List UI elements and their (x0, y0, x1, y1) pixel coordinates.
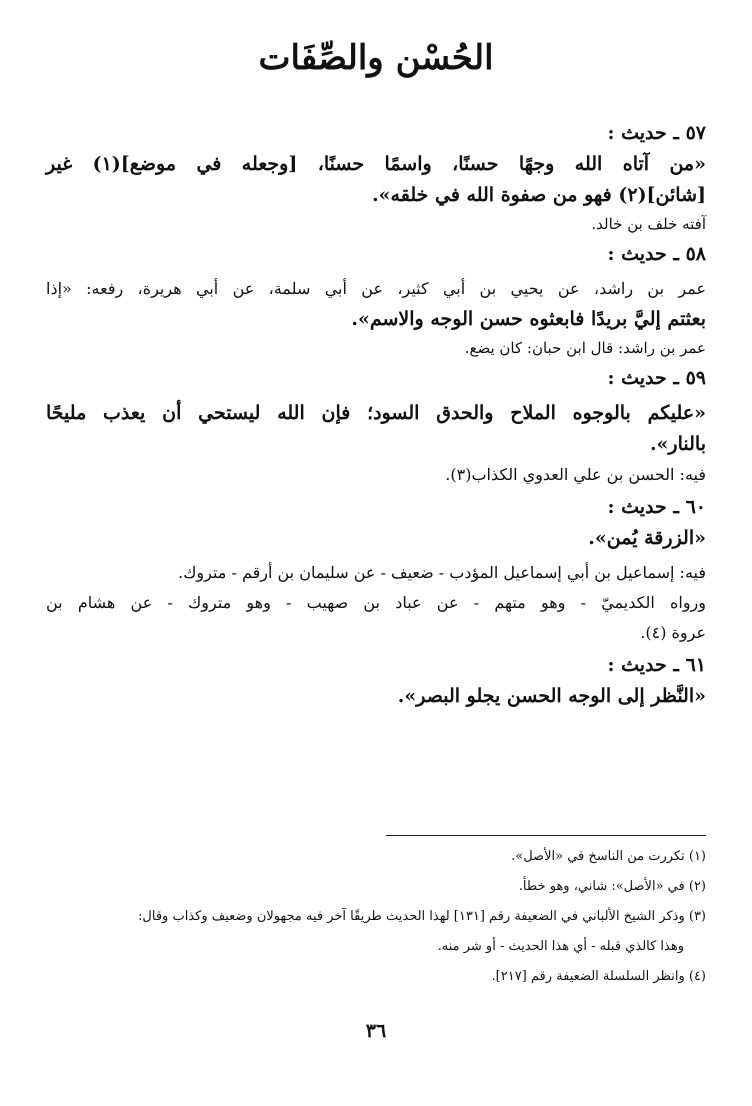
hadith-chain-line: عمر بن راشد، عن يحيي بن أبي كثير، عن أبي سلمة، عن أبي هريرة، رفعه: «إذا (46, 279, 706, 298)
page-title: الحُسْن والصِّفَات (258, 38, 494, 78)
hadith-text-line: «عليكم بالوجوه الملاح والحدق السود؛ فإن الله ليستحي أن يعذب مليحًا (46, 402, 706, 424)
footnote-1: (١) تكررت من الناسخ في «الأصل». (511, 849, 706, 864)
hadith-commentary: فيه: إسماعيل بن أبي إسماعيل المؤدب - ضعيف - عن سليمان بن أرقم - متروك. (178, 563, 706, 582)
hadith-commentary: عروة (٤). (640, 623, 706, 642)
hadith-commentary: عمر بن راشد: قال ابن حبان: كان يضع. (464, 339, 706, 357)
hadith-heading-57: ٥٧ ـ حديث : (607, 122, 706, 144)
hadith-text-line: «الزرقة يُمن». (588, 527, 706, 549)
footnote-4: (٤) وانظر السلسلة الضعيفة رقم [٢١٧]. (491, 969, 706, 984)
hadith-commentary: آفته خلف بن خالد. (591, 215, 706, 233)
footnote-3: (٣) وذكر الشيخ الألباني في الضعيفة رقم [١٣١] لهذا الحديث طريقًا آخر فيه مجهولان وضعيف وكذاب وقال: (138, 909, 706, 924)
footnotes (46, 835, 706, 992)
hadith-text-line: بعثتم إليَّ بريدًا فابعثوه حسن الوجه والاسم». (351, 308, 706, 330)
hadith-heading-59: ٥٩ ـ حديث : (607, 367, 706, 389)
hadith-heading-61: ٦١ ـ حديث : (607, 654, 706, 676)
hadith-text-line: [شائن](٢) فهو من صفوة الله في خلقه». (372, 184, 706, 206)
footnote-divider (386, 835, 706, 836)
footnote-2: (٢) في «الأصل»: شاني، وهو خطأ. (518, 879, 706, 894)
hadith-text-line: بالنار». (649, 433, 706, 455)
hadith-commentary: فيه: الحسن بن علي العدوي الكذاب(٣). (445, 465, 706, 484)
footnote-3-continued: وهذا كالذي قبله - أي هذا الحديث - أو شر منه. (437, 939, 684, 954)
hadith-heading-58: ٥٨ ـ حديث : (607, 243, 706, 265)
hadith-text-line: «النَّظر إلى الوجه الحسن يجلو البصر». (397, 685, 706, 707)
hadith-heading-60: ٦٠ ـ حديث : (607, 496, 706, 518)
hadith-commentary: ورواه الكديميّ - وهو متهم - عن عباد بن صهيب - وهو متروك - عن هشام بن (46, 593, 706, 612)
hadith-text-line: «من آتاه الله وجهًا حسنًا، واسمًا حسنًا، [وجعله في موضع](١) غير (46, 153, 706, 175)
body-text (46, 116, 706, 712)
page-number: ٣٦ (365, 1020, 387, 1042)
